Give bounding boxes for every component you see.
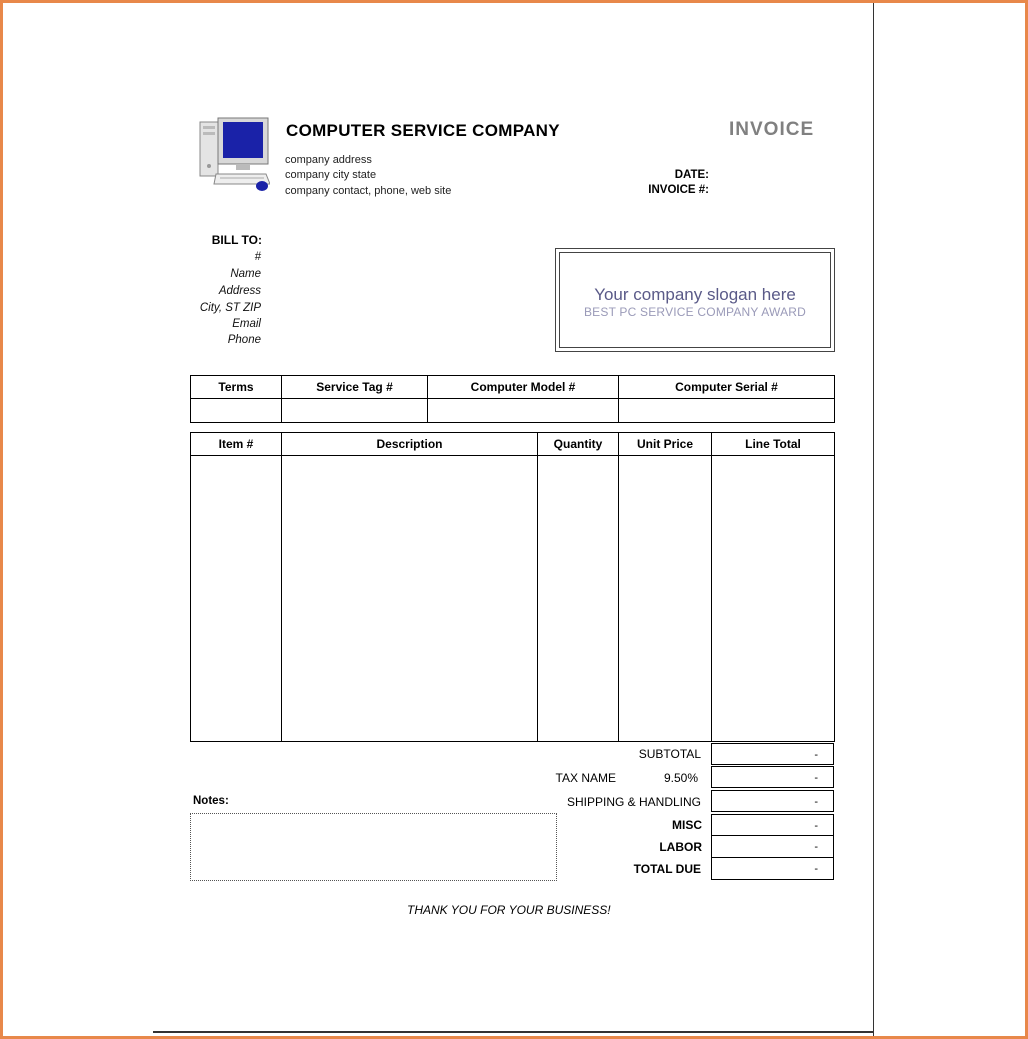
company-address: company address — [285, 154, 372, 166]
items-table — [190, 432, 835, 742]
labor-label: LABOR — [659, 840, 702, 854]
subtotal-value[interactable]: - — [711, 743, 834, 765]
company-contact: company contact, phone, web site — [285, 185, 452, 197]
shipping-value[interactable]: - — [711, 790, 834, 812]
header-item-number: Item # — [191, 433, 282, 456]
page-border-right — [873, 3, 874, 1036]
bill-to-name: Name — [230, 268, 261, 280]
header-quantity: Quantity — [538, 433, 619, 456]
tax-value[interactable]: - — [711, 766, 834, 788]
bill-to-number: # — [254, 251, 261, 263]
cell-service-tag[interactable] — [282, 399, 428, 423]
invoice-number-label: INVOICE #: — [648, 184, 709, 196]
thank-you-message: THANK YOU FOR YOUR BUSINESS! — [407, 903, 611, 917]
cell-terms[interactable] — [191, 399, 282, 423]
notes-box[interactable] — [190, 813, 557, 881]
date-label: DATE: — [674, 169, 709, 181]
items-column-item-number[interactable] — [191, 456, 282, 742]
subtotal-label: SUBTOTAL — [638, 747, 701, 761]
header-service-tag: Service Tag # — [282, 376, 428, 399]
bill-to-city: City, ST ZIP — [199, 302, 261, 314]
company-city-state: company city state — [285, 169, 377, 181]
bill-to-address: Address — [218, 285, 261, 297]
items-column-unit-price[interactable] — [619, 456, 712, 742]
slogan-sub: BEST PC SERVICE COMPANY AWARD — [583, 305, 807, 319]
misc-label: MISC — [672, 818, 702, 832]
labor-value[interactable]: - — [711, 836, 834, 858]
bill-to-label: BILL TO: — [211, 233, 262, 247]
slogan-box — [555, 248, 835, 352]
header-computer-model: Computer Model # — [428, 376, 619, 399]
tax-rate: 9.50% — [663, 771, 698, 785]
items-column-description[interactable] — [282, 456, 538, 742]
misc-value[interactable]: - — [711, 814, 834, 836]
slogan-main: Your company slogan here — [594, 285, 796, 304]
header-terms: Terms — [191, 376, 282, 399]
company-name: COMPUTER SERVICE COMPANY — [286, 121, 560, 140]
total-due-value[interactable]: - — [711, 858, 834, 880]
items-column-line-total[interactable] — [712, 456, 835, 742]
invoice-title: INVOICE — [729, 119, 815, 140]
items-column-quantity[interactable] — [538, 456, 619, 742]
bill-to-phone: Phone — [227, 334, 261, 346]
header-unit-price: Unit Price — [619, 433, 712, 456]
computer-logo-icon — [196, 116, 270, 192]
service-table — [190, 375, 835, 423]
total-due-label: TOTAL DUE — [633, 862, 701, 876]
page-border-bottom — [153, 1031, 874, 1033]
tax-name-label: TAX NAME — [555, 771, 616, 785]
header-line-total: Line Total — [712, 433, 835, 456]
notes-label: Notes: — [193, 795, 229, 807]
cell-computer-serial[interactable] — [619, 399, 835, 423]
header-computer-serial: Computer Serial # — [619, 376, 835, 399]
cell-computer-model[interactable] — [428, 399, 619, 423]
header-description: Description — [282, 433, 538, 456]
bill-to-email: Email — [232, 318, 261, 330]
shipping-label: SHIPPING & HANDLING — [566, 795, 701, 809]
